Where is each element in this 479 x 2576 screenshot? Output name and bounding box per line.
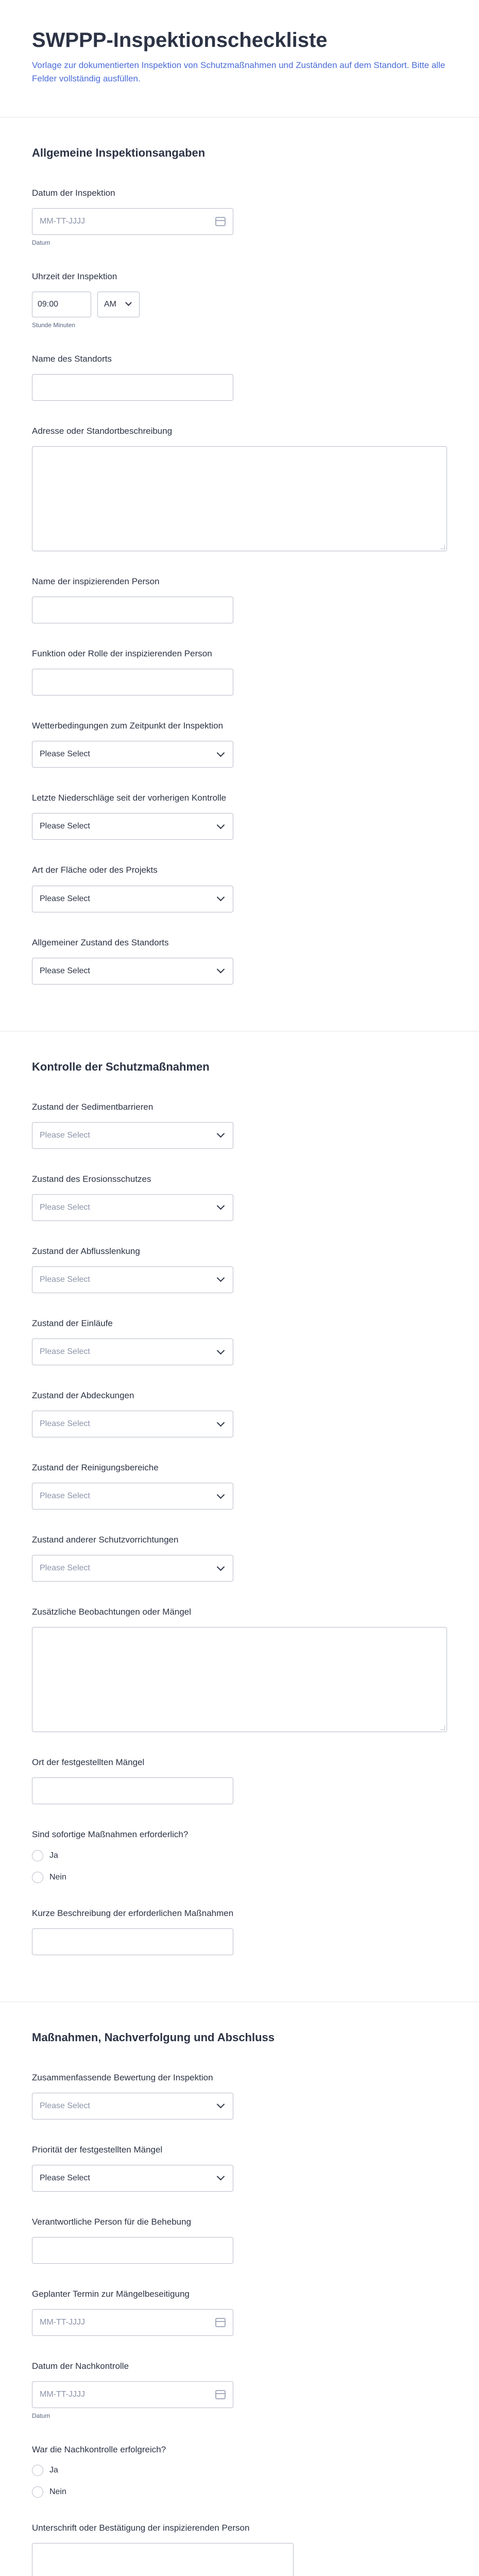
measures-input[interactable] <box>32 1928 233 1955</box>
field-defect-location <box>32 1757 447 1804</box>
label-inspection-date: Datum der Inspektion <box>32 188 115 198</box>
select-value: Please Select <box>40 894 90 903</box>
label-covers: Zustand der Abdeckungen <box>32 1391 134 1400</box>
field-signature <box>32 2522 447 2576</box>
select-value: Please Select <box>40 2173 90 2182</box>
field-sediment-barriers <box>32 1101 447 1149</box>
label-inlets: Zustand der Einläufe <box>32 1318 113 1328</box>
label-other-protection: Zustand anderer Schutzvorrichtungen <box>32 1535 179 1545</box>
field-followup-date <box>32 2361 447 2419</box>
ampm-select[interactable] <box>97 292 140 317</box>
form-title: SWPPP-Inspektionscheckliste <box>32 29 328 52</box>
chevron-down-icon <box>217 965 225 974</box>
field-immediate-action <box>32 1829 447 1883</box>
chevron-down-icon <box>217 821 225 829</box>
radio-option-no[interactable] <box>32 1872 447 1883</box>
chevron-down-icon <box>217 1202 225 1210</box>
field-covers <box>32 1390 447 1437</box>
radio-option-yes[interactable] <box>32 2465 447 2476</box>
select-placeholder: Please Select <box>40 2101 90 2110</box>
runoff-select[interactable] <box>32 1266 233 1293</box>
cleaning-areas-select[interactable] <box>32 1483 233 1510</box>
select-value: Please Select <box>40 822 90 831</box>
select-placeholder: Please Select <box>40 1564 90 1573</box>
inlets-select[interactable] <box>32 1338 233 1365</box>
radio-label-yes: Ja <box>49 1851 58 1860</box>
followup-date-input[interactable] <box>32 2381 233 2408</box>
label-defect-location: Ort der festgestellten Mängel <box>32 1757 145 1768</box>
field-weather <box>32 720 447 768</box>
chevron-down-icon <box>217 1563 225 1571</box>
label-followup-date: Datum der Nachkontrolle <box>32 2361 129 2371</box>
select-placeholder: Please Select <box>40 1202 90 1212</box>
ampm-value: AM <box>104 299 116 309</box>
inspector-role-input[interactable] <box>32 669 233 696</box>
chevron-down-icon <box>217 1418 225 1427</box>
label-rating: Zusammenfassende Bewertung der Inspektion <box>32 2072 213 2082</box>
form-header <box>0 0 479 117</box>
chevron-down-icon <box>217 1490 225 1499</box>
weather-select[interactable] <box>32 741 233 768</box>
field-cleaning-areas <box>32 1462 447 1510</box>
other-protection-select[interactable] <box>32 1555 233 1582</box>
field-followup-success <box>32 2444 447 2498</box>
field-runoff <box>32 1246 447 1293</box>
field-inspector-role <box>32 648 447 696</box>
label-weather: Wetterbedingungen zum Zeitpunkt der Inspektion <box>32 721 224 731</box>
field-priority <box>32 2144 447 2192</box>
radio-button[interactable] <box>32 1850 43 1861</box>
select-placeholder: Please Select <box>40 1492 90 1501</box>
area-type-select[interactable] <box>32 886 233 912</box>
field-erosion <box>32 1174 447 1221</box>
radio-label-yes: Ja <box>49 2466 58 2475</box>
field-address <box>32 426 447 551</box>
chevron-down-icon <box>125 300 132 307</box>
radio-option-yes[interactable] <box>32 1850 447 1861</box>
radio-button[interactable] <box>32 2465 43 2476</box>
date-placeholder: MM-TT-JJJJ <box>40 2390 85 2399</box>
signature-pad[interactable] <box>32 2543 294 2576</box>
time-row <box>32 292 447 317</box>
field-inlets <box>32 1318 447 1365</box>
observations-textarea[interactable] <box>32 1627 447 1732</box>
label-address: Adresse oder Standortbeschreibung <box>32 426 173 436</box>
label-cleaning-areas: Zustand der Reinigungsbereiche <box>32 1463 159 1473</box>
select-value: Please Select <box>40 966 90 975</box>
field-rating <box>32 2072 447 2120</box>
site-name-input[interactable] <box>32 374 233 401</box>
radio-label-no: Nein <box>49 2487 66 2497</box>
address-textarea[interactable] <box>32 446 447 551</box>
radio-button[interactable] <box>32 1872 43 1883</box>
section-heading-general: Allgemeine Inspektionsangaben <box>32 146 206 159</box>
field-observations <box>32 1606 447 1732</box>
chevron-down-icon <box>217 1130 225 1138</box>
label-priority: Priorität der festgestellten Mängel <box>32 2144 163 2155</box>
label-inspector-name: Name der inspizierenden Person <box>32 577 160 587</box>
label-runoff: Zustand der Abflusslenkung <box>32 1246 140 1256</box>
label-followup-success: War die Nachkontrolle erfolgreich? <box>32 2445 166 2455</box>
label-erosion: Zustand des Erosionsschutzes <box>32 1174 151 1184</box>
defect-location-input[interactable] <box>32 1777 233 1804</box>
radio-option-no[interactable] <box>32 2486 447 2498</box>
field-area-type <box>32 865 447 912</box>
field-other-protection <box>32 1534 447 1582</box>
field-inspection-time <box>32 271 447 329</box>
field-site-condition <box>32 937 447 985</box>
section-general <box>0 117 479 1031</box>
label-signature: Unterschrift oder Bestätigung der inspizierenden Person <box>32 2523 250 2533</box>
select-placeholder: Please Select <box>40 1275 90 1284</box>
chevron-down-icon <box>217 893 225 902</box>
radio-label-no: Nein <box>49 1872 66 1882</box>
rating-select[interactable] <box>32 2093 233 2120</box>
chevron-down-icon <box>217 1274 225 1282</box>
section-controls <box>0 1031 479 2002</box>
chevron-down-icon <box>217 749 225 757</box>
label-observations: Zusätzliche Beobachtungen oder Mängel <box>32 1607 192 1617</box>
label-sediment-barriers: Zustand der Sedimentbarrieren <box>32 1101 153 1112</box>
label-measures: Kurze Beschreibung der erforderlichen Maßnahmen <box>32 1908 234 1918</box>
planned-date-input[interactable] <box>32 2309 233 2336</box>
section-heading-followup: Maßnahmen, Nachverfolgung und Abschluss <box>32 2030 275 2044</box>
calendar-icon[interactable] <box>215 2318 226 2327</box>
select-placeholder: Please Select <box>40 1130 90 1140</box>
time-input[interactable]: 09:00 <box>32 292 91 317</box>
label-planned-date: Geplanter Termin zur Mängelbeseitigung <box>32 2289 190 2299</box>
label-area-type: Art der Fläche oder des Projekts <box>32 865 158 875</box>
section-heading-controls: Kontrolle der Schutzmaßnahmen <box>32 1060 210 1073</box>
field-rain <box>32 792 447 840</box>
inspector-name-input[interactable] <box>32 597 233 623</box>
label-site-condition: Allgemeiner Zustand des Standorts <box>32 937 169 947</box>
field-planned-date <box>32 2289 447 2336</box>
erosion-select[interactable] <box>32 1194 233 1221</box>
followup-date-sublabel: Datum <box>32 2412 50 2420</box>
field-responsible <box>32 2216 447 2264</box>
chevron-down-icon <box>217 2173 225 2181</box>
field-inspector-name <box>32 576 447 623</box>
date-placeholder: MM-TT-JJJJ <box>40 216 85 226</box>
chevron-down-icon <box>217 2100 225 2109</box>
label-rain: Letzte Niederschläge seit der vorherigen Kontrolle <box>32 793 227 803</box>
radio-button[interactable] <box>32 2486 43 2498</box>
responsible-input[interactable] <box>32 2237 233 2264</box>
priority-select[interactable] <box>32 2165 233 2192</box>
label-inspection-time: Uhrzeit der Inspektion <box>32 271 117 281</box>
field-site-name <box>32 353 447 401</box>
date-placeholder: MM-TT-JJJJ <box>40 2318 85 2327</box>
chevron-down-icon <box>217 1346 225 1354</box>
section-followup <box>0 2002 479 2576</box>
label-responsible: Verantwortliche Person für die Behebung <box>32 2216 192 2227</box>
rain-select[interactable] <box>32 813 233 840</box>
date-sublabel: Datum <box>32 239 50 246</box>
select-value: Please Select <box>40 750 90 759</box>
label-inspector-role: Funktion oder Rolle der inspizierenden Person <box>32 649 212 659</box>
select-placeholder: Please Select <box>40 1347 90 1356</box>
label-immediate-action: Sind sofortige Maßnahmen erforderlich? <box>32 1829 189 1840</box>
label-site-name: Name des Standorts <box>32 353 112 364</box>
calendar-icon[interactable] <box>215 217 226 226</box>
time-sublabel: Stunde Minuten <box>32 321 76 329</box>
sediment-barriers-select[interactable] <box>32 1122 233 1149</box>
calendar-icon[interactable] <box>215 2390 226 2399</box>
covers-select[interactable] <box>32 1411 233 1437</box>
select-placeholder: Please Select <box>40 1419 90 1429</box>
site-condition-select[interactable] <box>32 958 233 985</box>
form-subtitle: Vorlage zur dokumentierten Inspektion von Schutzmaßnahmen und Zuständen auf dem Standort. Bitte alle Felder vollständig ausfüllen. <box>32 60 446 84</box>
field-measures <box>32 1908 447 1955</box>
field-inspection-date <box>32 188 447 246</box>
inspection-date-input[interactable] <box>32 208 233 235</box>
